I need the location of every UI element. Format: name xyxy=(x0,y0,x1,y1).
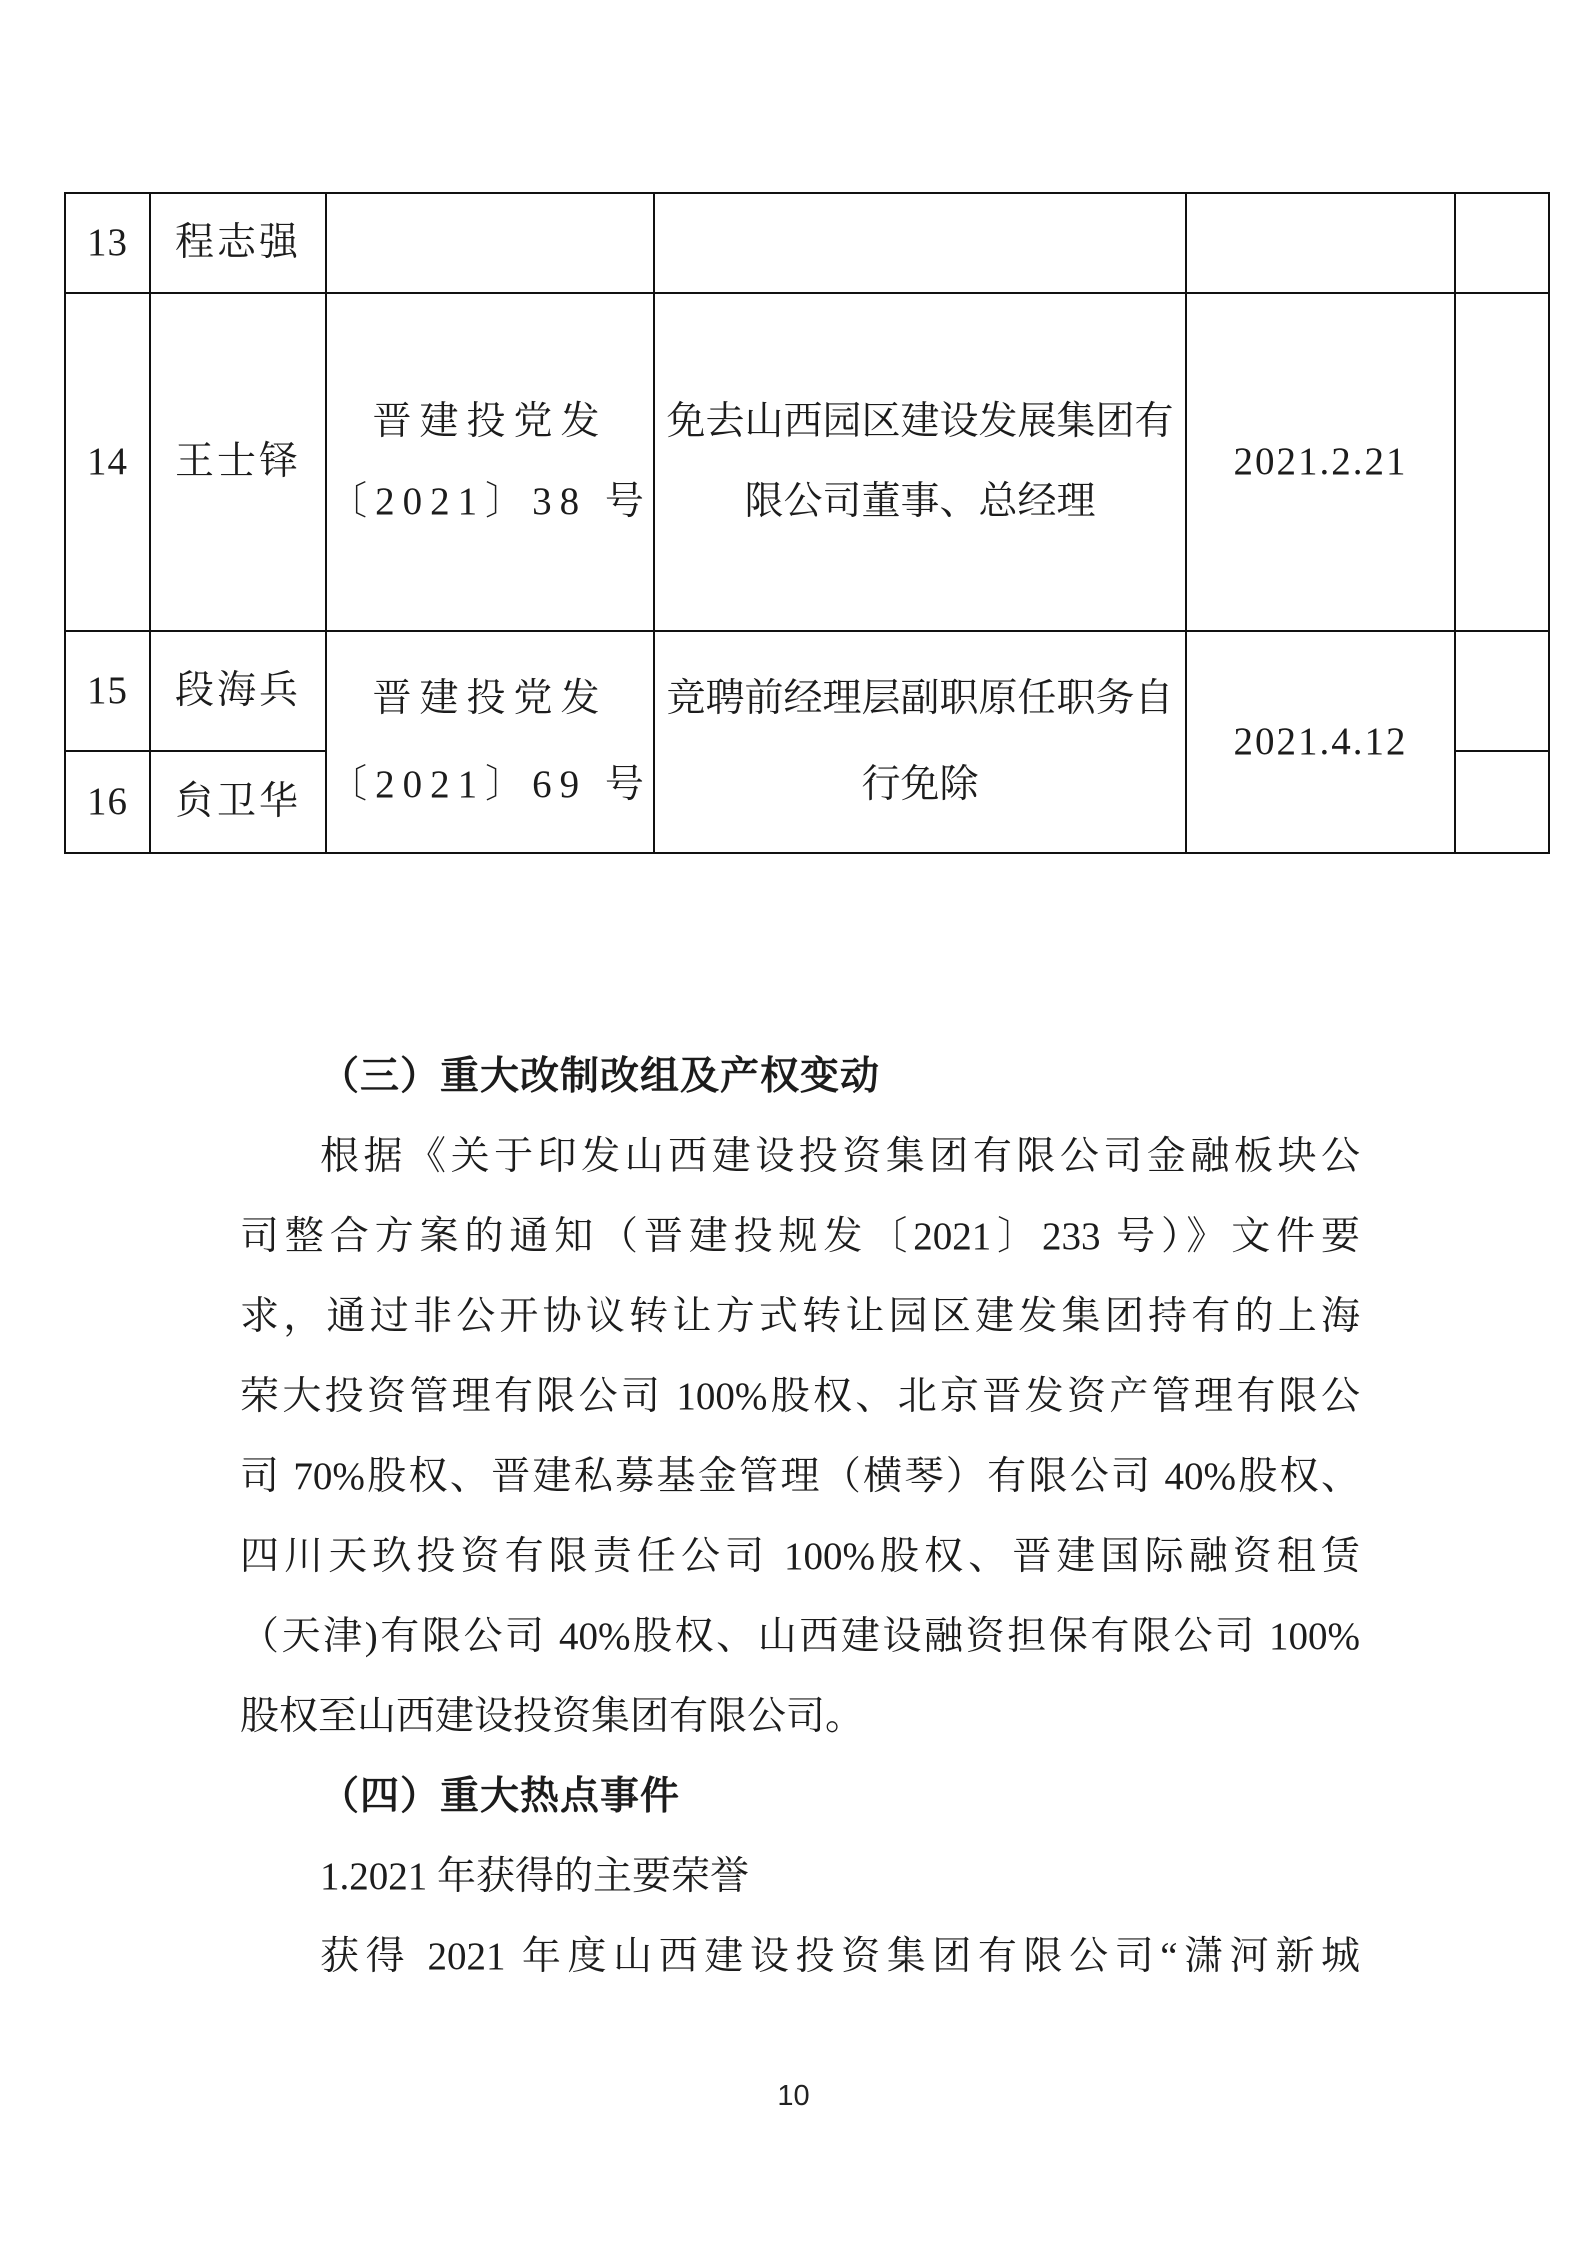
cell-name: 段海兵 xyxy=(150,631,326,751)
cell-name: 程志强 xyxy=(150,193,326,293)
cell-document xyxy=(326,293,654,631)
cell-description-merged xyxy=(654,631,1186,853)
cell-description-empty xyxy=(654,193,1186,293)
cell-date: 2021.2.21 xyxy=(1186,293,1455,631)
cell-name: 贠卫华 xyxy=(150,751,326,853)
body-line: （天津)有限公司 40%股权、山西建设融资担保有限公司 100% xyxy=(240,1615,1360,1658)
body-line: 获得 2021 年度山西建设投资集团有限公司“潇河新城 xyxy=(320,1935,1360,1978)
body-line: 荣大投资管理有限公司 100%股权、北京晋发资产管理有限公 xyxy=(240,1375,1360,1418)
document-line-1: 晋建投党发 xyxy=(372,677,608,720)
table-row-13 xyxy=(65,193,1549,293)
body-line: 1.2021 年获得的主要荣誉 xyxy=(320,1855,750,1898)
description-line-2: 行免除 xyxy=(861,763,979,806)
cell-extra-empty xyxy=(1455,751,1549,853)
section-heading-3: （三）重大改制改组及产权变动 xyxy=(320,1055,881,1098)
cell-date-empty xyxy=(1186,193,1455,293)
document-line-1: 晋建投党发 xyxy=(372,400,608,443)
cell-row-number: 14 xyxy=(65,293,150,631)
page-number: 10 xyxy=(777,2080,810,2112)
section-heading-4: （四）重大热点事件 xyxy=(320,1775,681,1818)
body-line: 根据《关于印发山西建设投资集团有限公司金融板块公 xyxy=(320,1135,1360,1178)
personnel-table xyxy=(64,192,1550,854)
cell-document-empty xyxy=(326,193,654,293)
cell-name: 王士铎 xyxy=(150,293,326,631)
cell-document-merged xyxy=(326,631,654,853)
document-line-2: 〔2021〕38 号 xyxy=(328,480,652,523)
body-line: 司整合方案的通知（晋建投规发〔2021〕233 号）》文件要 xyxy=(240,1215,1360,1258)
cell-row-number: 13 xyxy=(65,193,150,293)
cell-row-number: 16 xyxy=(65,751,150,853)
cell-extra-empty xyxy=(1455,631,1549,751)
body-line: 司 70%股权、晋建私募基金管理（横琴）有限公司 40%股权、 xyxy=(240,1455,1360,1498)
body-line: 求，通过非公开协议转让方式转让园区建发集团持有的上海 xyxy=(240,1295,1360,1338)
description-line-1: 免去山西园区建设发展集团有 xyxy=(666,400,1174,443)
description-line-2: 限公司董事、总经理 xyxy=(744,480,1096,523)
table-row-15 xyxy=(65,631,1549,751)
body-line: 股权至山西建设投资集团有限公司。 xyxy=(240,1695,865,1738)
cell-extra-empty xyxy=(1455,193,1549,293)
table-row-14 xyxy=(65,293,1549,631)
body-line: 四川天玖投资有限责任公司 100%股权、晋建国际融资租赁 xyxy=(240,1535,1360,1578)
description-line-1: 竞聘前经理层副职原任职务自 xyxy=(666,677,1174,720)
document-line-2: 〔2021〕69 号 xyxy=(328,763,652,806)
cell-extra-empty xyxy=(1455,293,1549,631)
cell-date-merged: 2021.4.12 xyxy=(1186,631,1455,853)
cell-row-number: 15 xyxy=(65,631,150,751)
cell-description xyxy=(654,293,1186,631)
